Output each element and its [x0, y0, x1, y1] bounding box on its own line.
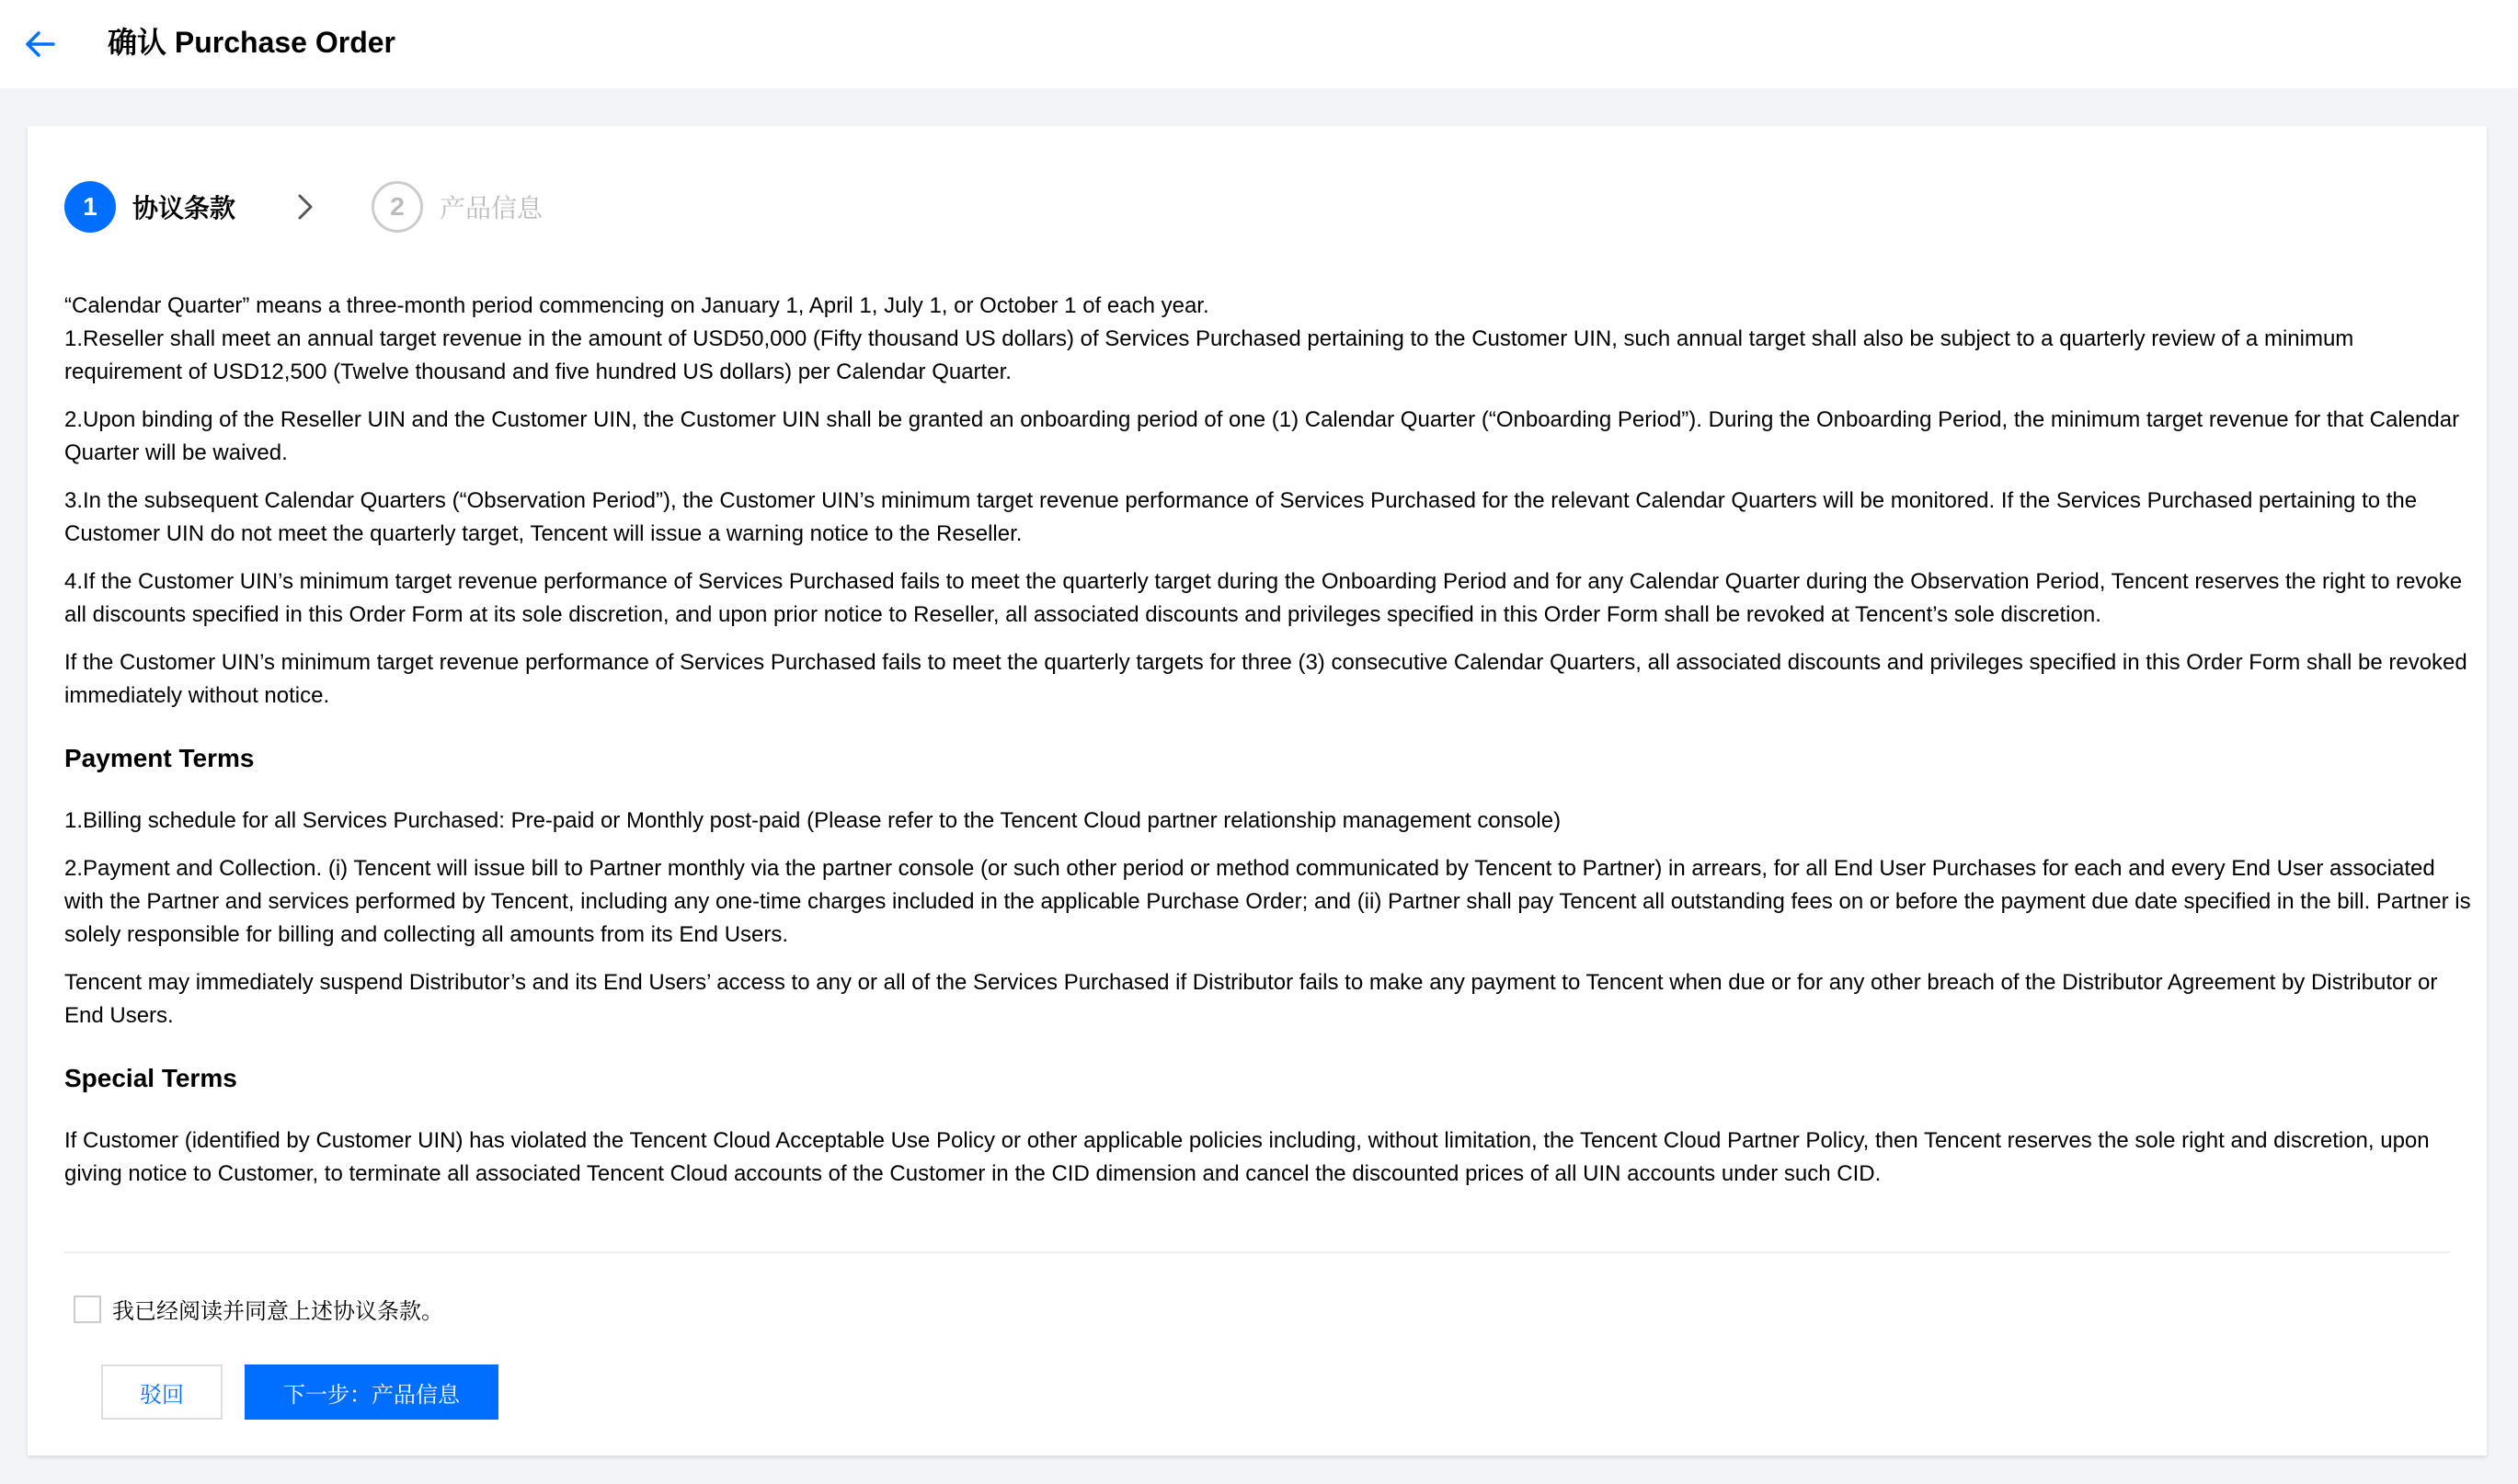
term-1: 1.Reseller shall meet an annual target revenue in the amount of USD50,000 (Fifty thousand US dollars) of Services Purchased pertaining to the Customer UIN, such annual target shall also be subject to a quarterly review of a minimum requirement of USD12,500 (Twelve thousand and five hundred US dollars) per Calendar Quarter. — [64, 326, 2354, 384]
step-2-label: 产品信息 — [440, 194, 544, 223]
special-terms-heading: Special Terms — [64, 1064, 237, 1092]
divider — [64, 1251, 2450, 1253]
term-3: 3.In the subsequent Calendar Quarters (“Observation Period”), the Customer UIN’s minimum target revenue performance of Services Purchased for the relevant Calendar Quarters will be monitored. If the Services Purchased pertaining to the Customer UIN do not meet the quarterly target, Tencent will issue a warning notice to the Reseller. — [64, 488, 2418, 546]
agree-checkbox[interactable] — [74, 1296, 101, 1323]
term-5: If the Customer UIN’s minimum target revenue performance of Services Purchased fails to meet the quarterly targets for three (3) consecutive Calendar Quarters, all associated discounts and privileges specified in this Order Form shall be revoked immediately without notice. — [64, 650, 2467, 708]
terms-content — [64, 290, 2474, 1205]
page-title: 确认 Purchase Order — [108, 26, 396, 59]
step-2-number: 2 — [372, 181, 423, 233]
main-card — [28, 126, 2487, 1455]
term-2: 2.Upon binding of the Reseller UIN and the Customer UIN, the Customer UIN shall be granted an onboarding period of one (1) Calendar Quarter (“Onboarding Period”). During the Onboarding Period, the minimum target revenue for that Calendar Quarter will be waived. — [64, 407, 2460, 465]
payment-term-1: 1.Billing schedule for all Services Purchased: Pre-paid or Monthly post-paid (Please refer to the Tencent Cloud partner relationship management console) — [64, 808, 1562, 833]
next-step-button[interactable]: 下一步：产品信息 — [245, 1364, 498, 1420]
special-term-1: If Customer (identified by Customer UIN) has violated the Tencent Cloud Acceptable Use Policy or other applicable policies including, without limitation, the Tencent Cloud Partner Policy, then Tencent reserves the sole right and discretion, upon giving notice to Customer, to terminate all associated Tencent Cloud accounts of the Customer in the CID dimension and cancel the discounted prices of all UIN accounts under such CID. — [64, 1128, 2430, 1186]
top-bar — [0, 0, 2518, 88]
step-1-label: 协议条款 — [132, 194, 236, 223]
term-calendar-quarter: “Calendar Quarter” means a three-month period commencing on January 1, April 1, July 1, or October 1 of each year. — [64, 293, 1209, 318]
payment-terms-heading: Payment Terms — [64, 744, 255, 772]
payment-term-3: Tencent may immediately suspend Distributor’s and its End Users’ access to any or all of the Services Purchased if Distributor fails to make any payment to Tencent when due or for any other breach of the Distributor Agreement by Distributor or End Users. — [64, 970, 2438, 1028]
arrow-left-icon — [20, 24, 61, 64]
step-1-number: 1 — [64, 181, 116, 233]
reject-button[interactable]: 驳回 — [101, 1364, 223, 1420]
chevron-right-icon — [294, 192, 316, 222]
payment-term-2: 2.Payment and Collection. (i) Tencent will issue bill to Partner monthly via the partner console (or such other period or method communicated by Tencent to Partner) in arrears, for all End User Purchases for each and every End User associated with the Partner and services performed by Tencent, including any one-time charges included in the applicable Purchase Order; and (ii) Partner shall pay Tencent all outstanding fees on or before the payment due date specified in the bill. Partner is solely responsible for billing and collecting all amounts from its End Users. — [64, 856, 2471, 947]
term-4: 4.If the Customer UIN’s minimum target revenue performance of Services Purchased fails to meet the quarterly target during the Onboarding Period and for any Calendar Quarter during the Observation Period, Tencent reserves the right to revoke all discounts specified in this Order Form at its sole discretion, and upon prior notice to Reseller, all associated discounts and privileges specified in this Order Form shall be revoked at Tencent’s sole discretion. — [64, 569, 2463, 627]
stepper — [64, 181, 543, 233]
back-button[interactable] — [20, 24, 61, 64]
agreement-row[interactable] — [74, 1293, 443, 1325]
agree-label[interactable]: 我已经阅读并同意上述协议条款。 — [112, 1299, 443, 1324]
